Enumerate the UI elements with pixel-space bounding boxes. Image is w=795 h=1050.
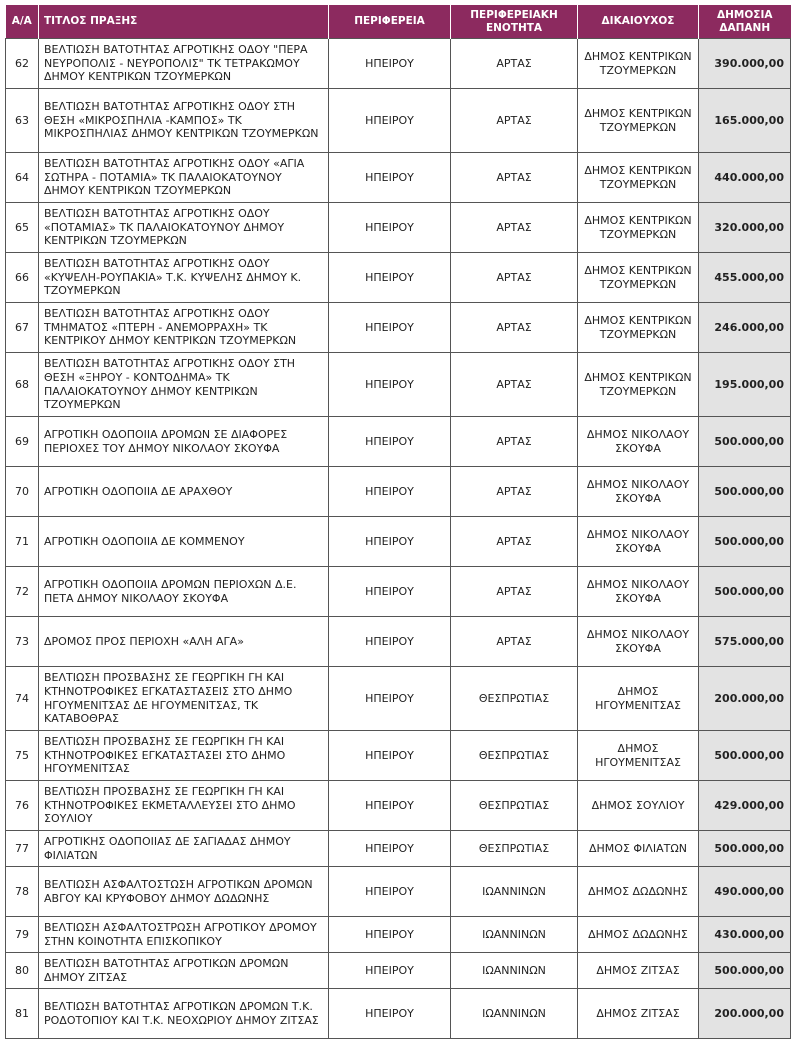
table-header-row [6,5,791,39]
region-cell: ΗΠΕΙΡΟΥ [329,203,451,253]
regional-unit-cell: ΑΡΤΑΣ [451,353,578,417]
public-expense-cell: 200.000,00 [699,667,791,731]
beneficiary-cell: ΔΗΜΟΣ ΗΓΟΥΜΕΝΙΤΣΑΣ [578,667,699,731]
beneficiary-cell: ΔΗΜΟΣ ΚΕΝΤΡΙΚΩΝ ΤΖΟΥΜΕΡΚΩΝ [578,353,699,417]
project-title: ΒΕΛΤΙΩΣΗ ΑΣΦΑΛΤΟΣΤΩΣΗ ΑΓΡΟΤΙΚΩΝ ΔΡΟΜΩΝ ΑΒΓΟΥ ΚΑΙ ΚΡΥΦΟΒΟΥ ΔΗΜΟΥ ΔΩΔΩΝΗΣ [39,867,329,917]
table-row [6,617,791,667]
table-row [6,253,791,303]
regional-unit-cell: ΑΡΤΑΣ [451,39,578,89]
beneficiary-cell: ΔΗΜΟΣ ΚΕΝΤΡΙΚΩΝ ΤΖΟΥΜΕΡΚΩΝ [578,253,699,303]
beneficiary-cell: ΔΗΜΟΣ ΚΕΝΤΡΙΚΩΝ ΤΖΟΥΜΕΡΚΩΝ [578,39,699,89]
table-row [6,831,791,867]
project-title: ΒΕΛΤΙΩΣΗ ΒΑΤΟΤΗΤΑΣ ΑΓΡΟΤΙΚΗΣ ΟΔΟΥ ΤΜΗΜΑΤΟΣ «ΠΤΕΡΗ - ΑΝΕΜΟΡΡΑΧΗ» ΤΚ ΚΕΝΤΡΙΚΟΥ ΔΗΜΟΥ ΚΕΝΤΡΙΚΩΝ ΤΖΟΥΜΕΡΚΩΝ [39,303,329,353]
row-number: 62 [6,39,39,89]
regional-unit-cell: ΑΡΤΑΣ [451,89,578,153]
beneficiary-cell: ΔΗΜΟΣ ΦΙΛΙΑΤΩΝ [578,831,699,867]
projects-table [5,5,791,1039]
table-row [6,989,791,1039]
project-title: ΒΕΛΤΙΩΣΗ ΠΡΟΣΒΑΣΗΣ ΣΕ ΓΕΩΡΓΙΚΗ ΓΗ ΚΑΙ ΚΤΗΝΟΤΡΟΦΙΚΕΣ ΕΓΚΑΤΑΣΤΑΣΕΙΣ ΣΤΟ ΔΗΜΟ ΗΓΟΥΜΕΝΙΤΣΑΣ ΔΕ ΗΓΟΥΜΕΝΙΤΣΑΣ, ΤΚ ΚΑΤΑΒΟΘΡΑΣ [39,667,329,731]
public-expense-cell: 500.000,00 [699,567,791,617]
table-row [6,867,791,917]
project-title: ΒΕΛΤΙΩΣΗ ΠΡΟΣΒΑΣΗΣ ΣΕ ΓΕΩΡΓΙΚΗ ΓΗ ΚΑΙ ΚΤΗΝΟΤΡΟΦΙΚΕΣ ΕΓΚΑΤΑΣΤΑΣΕΙ ΣΤΟ ΔΗΜΟ ΗΓΟΥΜΕΝΙΤΣΑΣ [39,731,329,781]
table-row [6,353,791,417]
project-title: ΑΓΡΟΤΙΚΗΣ ΟΔΟΠΟΙΙΑΣ ΔΕ ΣΑΓΙΑΔΑΣ ΔΗΜΟΥ ΦΙΛΙΑΤΩΝ [39,831,329,867]
region-cell: ΗΠΕΙΡΟΥ [329,831,451,867]
row-number: 70 [6,467,39,517]
project-title: ΑΓΡΟΤΙΚΗ ΟΔΟΠΟΙΙΑ ΔΕ ΚΟΜΜΕΝΟΥ [39,517,329,567]
regional-unit-cell: ΑΡΤΑΣ [451,617,578,667]
region-cell: ΗΠΕΙΡΟΥ [329,353,451,417]
region-cell: ΗΠΕΙΡΟΥ [329,781,451,831]
public-expense-cell: 390.000,00 [699,39,791,89]
row-number: 77 [6,831,39,867]
table-row [6,731,791,781]
table-row [6,417,791,467]
beneficiary-cell: ΔΗΜΟΣ ΚΕΝΤΡΙΚΩΝ ΤΖΟΥΜΕΡΚΩΝ [578,89,699,153]
public-expense-cell: 200.000,00 [699,989,791,1039]
region-cell: ΗΠΕΙΡΟΥ [329,153,451,203]
project-title: ΒΕΛΤΙΩΣΗ ΒΑΤΟΤΗΤΑΣ ΑΓΡΟΤΙΚΗΣ ΟΔΟΥ «ΑΓΙΑ ΣΩΤΗΡΑ - ΠΟΤΑΜΙΑ» ΤΚ ΠΑΛΑΙΟΚΑΤΟΥΝΟΥ ΔΗΜΟΥ ΚΕΝΤΡΙΚΩΝ ΤΖΟΥΜΕΡΚΩΝ [39,153,329,203]
region-cell: ΗΠΕΙΡΟΥ [329,89,451,153]
beneficiary-cell: ΔΗΜΟΣ ΣΟΥΛΙΟΥ [578,781,699,831]
table-row [6,667,791,731]
regional-unit-cell: ΘΕΣΠΡΩΤΙΑΣ [451,731,578,781]
row-number: 74 [6,667,39,731]
table-row [6,153,791,203]
regional-unit-cell: ΘΕΣΠΡΩΤΙΑΣ [451,831,578,867]
table-row [6,303,791,353]
project-title: ΒΕΛΤΙΩΣΗ ΠΡΟΣΒΑΣΗΣ ΣΕ ΓΕΩΡΓΙΚΗ ΓΗ ΚΑΙ ΚΤΗΝΟΤΡΟΦΙΚΕΣ ΕΚΜΕΤΑΛΛΕΥΣΕΙ ΣΤΟ ΔΗΜΟ ΣΟΥΛΙΟΥ [39,781,329,831]
public-expense-cell: 575.000,00 [699,617,791,667]
beneficiary-cell: ΔΗΜΟΣ ΝΙΚΟΛΑΟΥ ΣΚΟΥΦΑ [578,467,699,517]
public-expense-cell: 500.000,00 [699,731,791,781]
regional-unit-cell: ΙΩΑΝΝΙΝΩΝ [451,917,578,953]
public-expense-cell: 430.000,00 [699,917,791,953]
project-title: ΒΕΛΤΙΩΣΗ ΒΑΤΟΤΗΤΑΣ ΑΓΡΟΤΙΚΗΣ ΟΔΟΥ ΣΤΗ ΘΕΣΗ «ΞΗΡΟΥ - ΚΟΝΤΟΔΗΜΑ» ΤΚ ΠΑΛΑΙΟΚΑΤΟΥΝΟΥ ΔΗΜΟΥ ΚΕΝΤΡΙΚΩΝ ΤΖΟΥΜΕΡΚΩΝ [39,353,329,417]
public-expense-cell: 440.000,00 [699,153,791,203]
header-title: ΤΙΤΛΟΣ ΠΡΑΞΗΣ [39,5,329,39]
row-number: 69 [6,417,39,467]
header-region: ΠΕΡΙΦΕΡΕΙΑ [329,5,451,39]
row-number: 75 [6,731,39,781]
regional-unit-cell: ΑΡΤΑΣ [451,253,578,303]
header-unit: ΠΕΡΙΦΕΡΕΙΑΚΗ ΕΝΟΤΗΤΑ [451,5,578,39]
header-beneficiary: ΔΙΚΑΙΟΥΧΟΣ [578,5,699,39]
region-cell: ΗΠΕΙΡΟΥ [329,417,451,467]
public-expense-cell: 246.000,00 [699,303,791,353]
region-cell: ΗΠΕΙΡΟΥ [329,867,451,917]
region-cell: ΗΠΕΙΡΟΥ [329,303,451,353]
project-title: ΒΕΛΤΙΩΣΗ ΒΑΤΟΤΗΤΑΣ ΑΓΡΟΤΙΚΗΣ ΟΔΟΥ «ΚΥΨΕΛΗ-ΡΟΥΠΑΚΙΑ» Τ.Κ. ΚΥΨΕΛΗΣ ΔΗΜΟΥ Κ. ΤΖΟΥΜΕΡΚΩΝ [39,253,329,303]
region-cell: ΗΠΕΙΡΟΥ [329,467,451,517]
regional-unit-cell: ΑΡΤΑΣ [451,467,578,517]
project-title: ΒΕΛΤΙΩΣΗ ΒΑΤΟΤΗΤΑΣ ΑΓΡΟΤΙΚΩΝ ΔΡΟΜΩΝ Τ.Κ. ΡΟΔΟΤΟΠΙΟΥ ΚΑΙ Τ.Κ. ΝΕΟΧΩΡΙΟΥ ΔΗΜΟΥ ΖΙΤΣΑΣ [39,989,329,1039]
regional-unit-cell: ΑΡΤΑΣ [451,153,578,203]
beneficiary-cell: ΔΗΜΟΣ ΝΙΚΟΛΑΟΥ ΣΚΟΥΦΑ [578,567,699,617]
region-cell: ΗΠΕΙΡΟΥ [329,731,451,781]
beneficiary-cell: ΔΗΜΟΣ ΝΙΚΟΛΑΟΥ ΣΚΟΥΦΑ [578,417,699,467]
row-number: 66 [6,253,39,303]
beneficiary-cell: ΔΗΜΟΣ ΔΩΔΩΝΗΣ [578,867,699,917]
row-number: 68 [6,353,39,417]
regional-unit-cell: ΑΡΤΑΣ [451,303,578,353]
beneficiary-cell: ΔΗΜΟΣ ΚΕΝΤΡΙΚΩΝ ΤΖΟΥΜΕΡΚΩΝ [578,153,699,203]
regional-unit-cell: ΘΕΣΠΡΩΤΙΑΣ [451,781,578,831]
regional-unit-cell: ΑΡΤΑΣ [451,517,578,567]
beneficiary-cell: ΔΗΜΟΣ ΚΕΝΤΡΙΚΩΝ ΤΖΟΥΜΕΡΚΩΝ [578,303,699,353]
region-cell: ΗΠΕΙΡΟΥ [329,617,451,667]
table-row [6,953,791,989]
beneficiary-cell: ΔΗΜΟΣ ΖΙΤΣΑΣ [578,989,699,1039]
public-expense-cell: 500.000,00 [699,831,791,867]
table-row [6,467,791,517]
table-row [6,781,791,831]
public-expense-cell: 500.000,00 [699,467,791,517]
public-expense-cell: 490.000,00 [699,867,791,917]
project-title: ΒΕΛΤΙΩΣΗ ΒΑΤΟΤΗΤΑΣ ΑΓΡΟΤΙΚΩΝ ΔΡΟΜΩΝ ΔΗΜΟΥ ΖΙΤΣΑΣ [39,953,329,989]
regional-unit-cell: ΑΡΤΑΣ [451,417,578,467]
region-cell: ΗΠΕΙΡΟΥ [329,989,451,1039]
beneficiary-cell: ΔΗΜΟΣ ΗΓΟΥΜΕΝΙΤΣΑΣ [578,731,699,781]
project-title: ΔΡΟΜΟΣ ΠΡΟΣ ΠΕΡΙΟΧΗ «ΑΛΗ ΑΓΑ» [39,617,329,667]
public-expense-cell: 320.000,00 [699,203,791,253]
region-cell: ΗΠΕΙΡΟΥ [329,917,451,953]
regional-unit-cell: ΙΩΑΝΝΙΝΩΝ [451,989,578,1039]
project-title: ΑΓΡΟΤΙΚΗ ΟΔΟΠΟΙΙΑ ΔΡΟΜΩΝ ΠΕΡΙΟΧΩΝ Δ.Ε. ΠΕΤΑ ΔΗΜΟΥ ΝΙΚΟΛΑΟΥ ΣΚΟΥΦΑ [39,567,329,617]
beneficiary-cell: ΔΗΜΟΣ ΚΕΝΤΡΙΚΩΝ ΤΖΟΥΜΕΡΚΩΝ [578,203,699,253]
project-title: ΒΕΛΤΙΩΣΗ ΑΣΦΑΛΤΟΣΤΡΩΣΗ ΑΓΡΟΤΙΚΟΥ ΔΡΟΜΟΥ ΣΤΗΝ ΚΟΙΝΟΤΗΤΑ ΕΠΙΣΚΟΠΙΚΟΥ [39,917,329,953]
table-row [6,203,791,253]
regional-unit-cell: ΙΩΑΝΝΙΝΩΝ [451,953,578,989]
project-title: ΒΕΛΤΙΩΣΗ ΒΑΤΟΤΗΤΑΣ ΑΓΡΟΤΙΚΗΣ ΟΔΟΥ «ΠΟΤΑΜΙΑΣ» ΤΚ ΠΑΛΑΙΟΚΑΤΟΥΝΟΥ ΔΗΜΟΥ ΚΕΝΤΡΙΚΩΝ ΤΖΟΥΜΕΡΚΩΝ [39,203,329,253]
beneficiary-cell: ΔΗΜΟΣ ΖΙΤΣΑΣ [578,953,699,989]
region-cell: ΗΠΕΙΡΟΥ [329,517,451,567]
beneficiary-cell: ΔΗΜΟΣ ΔΩΔΩΝΗΣ [578,917,699,953]
row-number: 65 [6,203,39,253]
beneficiary-cell: ΔΗΜΟΣ ΝΙΚΟΛΑΟΥ ΣΚΟΥΦΑ [578,517,699,567]
region-cell: ΗΠΕΙΡΟΥ [329,667,451,731]
table-row [6,517,791,567]
region-cell: ΗΠΕΙΡΟΥ [329,567,451,617]
table-row [6,39,791,89]
table-row [6,89,791,153]
row-number: 81 [6,989,39,1039]
region-cell: ΗΠΕΙΡΟΥ [329,39,451,89]
public-expense-cell: 195.000,00 [699,353,791,417]
row-number: 64 [6,153,39,203]
row-number: 79 [6,917,39,953]
public-expense-cell: 455.000,00 [699,253,791,303]
public-expense-cell: 500.000,00 [699,517,791,567]
row-number: 78 [6,867,39,917]
public-expense-cell: 429.000,00 [699,781,791,831]
regional-unit-cell: ΑΡΤΑΣ [451,567,578,617]
public-expense-cell: 500.000,00 [699,953,791,989]
header-aa: Α/Α [6,5,39,39]
row-number: 73 [6,617,39,667]
regional-unit-cell: ΙΩΑΝΝΙΝΩΝ [451,867,578,917]
project-title: ΒΕΛΤΙΩΣΗ ΒΑΤΟΤΗΤΑΣ ΑΓΡΟΤΙΚΗΣ ΟΔΟΥ "ΠΕΡΑ ΝΕΥΡΟΠΟΛΙΣ - ΝΕΥΡΟΠΟΛΙΣ" ΤΚ ΤΕΤΡΑΚΩΜΟΥ ΔΗΜΟΥ ΚΕΝΤΡΙΚΩΝ ΤΖΟΥΜΕΡΚΩΝ [39,39,329,89]
regional-unit-cell: ΑΡΤΑΣ [451,203,578,253]
project-title: ΑΓΡΟΤΙΚΗ ΟΔΟΠΟΙΙΑ ΔΕ ΑΡΑΧΘΟΥ [39,467,329,517]
beneficiary-cell: ΔΗΜΟΣ ΝΙΚΟΛΑΟΥ ΣΚΟΥΦΑ [578,617,699,667]
project-title: ΑΓΡΟΤΙΚΗ ΟΔΟΠΟΙΙΑ ΔΡΟΜΩΝ ΣΕ ΔΙΑΦΟΡΕΣ ΠΕΡΙΟΧΕΣ ΤΟΥ ΔΗΜΟΥ ΝΙΚΟΛΑΟΥ ΣΚΟΥΦΑ [39,417,329,467]
table-row [6,917,791,953]
regional-unit-cell: ΘΕΣΠΡΩΤΙΑΣ [451,667,578,731]
public-expense-cell: 500.000,00 [699,417,791,467]
row-number: 80 [6,953,39,989]
project-title: ΒΕΛΤΙΩΣΗ ΒΑΤΟΤΗΤΑΣ ΑΓΡΟΤΙΚΗΣ ΟΔΟΥ ΣΤΗ ΘΕΣΗ «ΜΙΚΡΟΣΠΗΛΙΑ -ΚΑΜΠΟΣ» ΤΚ ΜΙΚΡΟΣΠΗΛΙΑΣ ΔΗΜΟΥ ΚΕΝΤΡΙΚΩΝ ΤΖΟΥΜΕΡΚΩΝ [39,89,329,153]
row-number: 72 [6,567,39,617]
row-number: 76 [6,781,39,831]
public-expense-cell: 165.000,00 [699,89,791,153]
row-number: 71 [6,517,39,567]
region-cell: ΗΠΕΙΡΟΥ [329,253,451,303]
header-expense: ΔΗΜΟΣΙΑ ΔΑΠΑΝΗ [699,5,791,39]
row-number: 67 [6,303,39,353]
region-cell: ΗΠΕΙΡΟΥ [329,953,451,989]
table-row [6,567,791,617]
row-number: 63 [6,89,39,153]
